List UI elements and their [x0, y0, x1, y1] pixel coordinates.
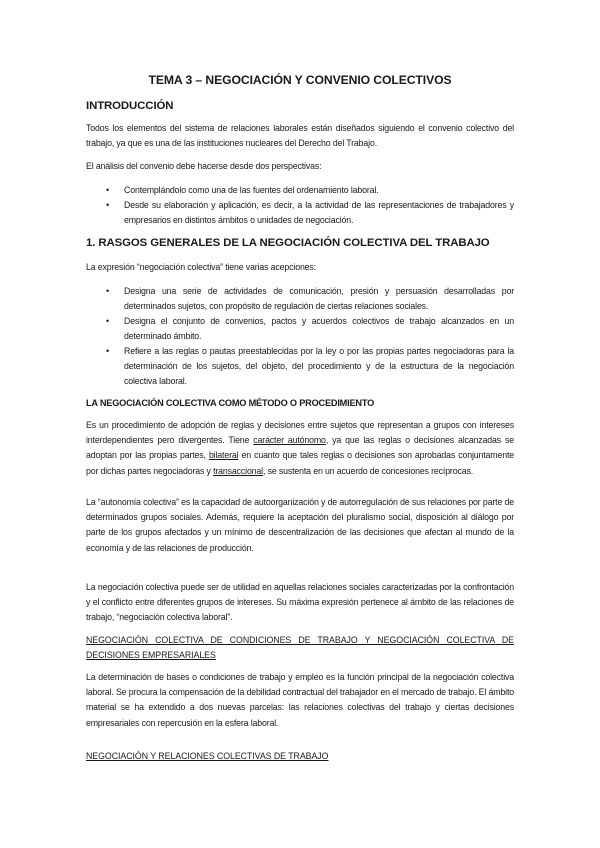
- method-heading: LA NEGOCIACIÓN COLECTIVA COMO MÉTODO O PROCEDIMIENTO: [86, 398, 375, 408]
- bullet-dot-icon: •: [106, 286, 110, 296]
- bullet-dot-icon: •: [106, 200, 110, 210]
- bullet-text: Designa el conjunto de convenios, pactos y acuerdos colectivos de trabajo alcanzados en un determinado ámbito.: [124, 316, 514, 341]
- method-paragraph-3: La negociación colectiva puede ser de utilidad en aquellas relaciones sociales caracterizadas por la confrontación y el conflicto entre diferentes grupos de intereses. Su máxima expresión pertenece al ámbito de las relaciones de trabajo, “negociación colectiva laboral”.: [86, 582, 514, 623]
- relations-heading: NEGOCIACIÓN Y RELACIONES COLECTIVAS DE TRABAJO: [86, 751, 329, 761]
- section-1-bullet-2: [86, 314, 514, 344]
- intro-heading: INTRODUCCIÓN: [86, 100, 174, 112]
- underlined-term-autonomo: carácter autónomo: [253, 435, 326, 446]
- conditions-heading: NEGOCIACIÓN COLECTIVA DE CONDICIONES DE TRABAJO Y NEGOCIACIÓN COLECTIVA DE DECISIONES EMPRESARIALES: [86, 635, 514, 660]
- section-1-heading: 1. RASGOS GENERALES DE LA NEGOCIACIÓN COLECTIVA DEL TRABAJO: [86, 237, 490, 249]
- method-paragraph-2: La “autonomía colectiva” es la capacidad de autoorganización y de autorregulación de sus relaciones por parte de determinados grupos sociales. Además, requiere la aceptación del pluralismo social, disposición al diálogo por parte de los grupos afectados y un mínimo de descentralización de las decisiones que afectan al mundo de la economía y de las relaciones de producción.: [86, 497, 514, 553]
- document-title: TEMA 3 – NEGOCIACIÓN Y CONVENIO COLECTIVOS: [148, 73, 452, 87]
- intro-bullet-1: [86, 183, 514, 198]
- bullet-text: Desde su elaboración y aplicación, es decir, a la actividad de las representaciones de trabajadores y empresarios en distintos ámbitos o unidades de negociación.: [124, 200, 514, 225]
- bullet-text: Designa una serie de actividades de comunicación, presión y persuasión desarrolladas por determinados sujetos, con propósito de regulación de ciertas relaciones sociales.: [124, 286, 514, 311]
- intro-paragraph-1: Todos los elementos del sistema de relaciones laborales están diseñados siguiendo el convenio colectivo del trabajo, ya que es una de las instituciones nucleares del Derecho del Trabajo.: [86, 123, 514, 149]
- underlined-term-transaccional: transaccional: [213, 465, 263, 476]
- method-text-a: Es un procedimiento de adopción de reglas y decisiones entre sujetos que representan a grupos con intereses interdependientes pero divergentes. Tiene: [86, 420, 514, 446]
- intro-paragraph-2: El análisis del convenio debe hacerse desde dos perspectivas:: [86, 161, 322, 171]
- underlined-term-bilateral: bilateral: [208, 450, 239, 461]
- bullet-text: Contemplándolo como una de las fuentes del ordenamiento laboral.: [124, 185, 379, 195]
- method-text-d: , se sustenta en un acuerdo de concesiones recíprocas.: [262, 465, 473, 476]
- section-1-paragraph-1: La expresión “negociación colectiva” tiene varias acepciones:: [86, 262, 316, 272]
- section-1-bullet-3: [86, 344, 514, 388]
- section-1-bullet-1: [86, 284, 514, 314]
- method-text-c: en cuanto que tales reglas o decisiones son aprobadas conjuntamente por dichas partes negociadoras y: [86, 450, 514, 476]
- bullet-dot-icon: •: [106, 316, 110, 326]
- bullet-text: Refiere a las reglas o pautas preestablecidas por la ley o por las propias partes negociadoras para la determinación de los sujetos, del objeto, del procedimiento y de la estructura de la negociación colectiva laboral.: [124, 346, 514, 386]
- method-paragraph-1: [86, 418, 514, 479]
- conditions-paragraph-1: La determinación de bases o condiciones de trabajo y empleo es la función principal de la negociación colectiva laboral. Se procura la compensación de la debilidad contractual del trabajador en el mercado de trabajo. El ámbito material se ha extendido a dos nuevas parcelas: las relaciones colectivas del trabajo y ciertas decisiones empresariales con repercusión en la esfera laboral.: [86, 672, 514, 728]
- method-text-b: , ya que las reglas o decisiones alcanzadas se adoptan por las propias partes,: [86, 435, 514, 461]
- bullet-dot-icon: •: [106, 346, 110, 356]
- intro-bullet-2: [86, 198, 514, 228]
- bullet-dot-icon: •: [106, 185, 110, 195]
